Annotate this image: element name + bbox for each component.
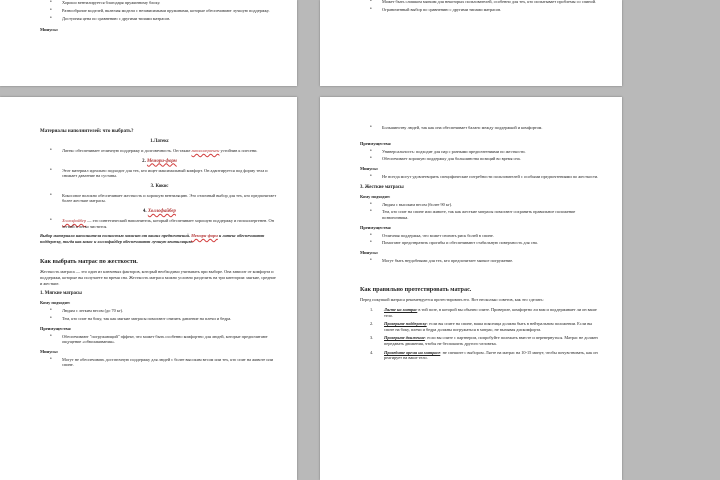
page-content xyxy=(40,129,279,370)
numbered-item: 2. Проверьте поддержку: если вы спите на спине, ваша поясница должна быть в нейтральном положении. Если вы спите на боку, плечи и бедра должны погружаться в матрас, не вызывая дискомфорта. xyxy=(370,321,593,332)
list-item: • Могут не обеспечивать достаточную поддержку для людей с более высоким весом или тех, кто спит на животе или спине. xyxy=(40,357,279,368)
list-item: • Латекс обеспечивает отличную поддержку и долговечность. Он также гипоаллергенен устойчив к плесени. xyxy=(40,148,279,154)
pros-label: Преимущества: xyxy=(360,224,392,230)
subsection-title: 1. Мягкие матрасы xyxy=(40,291,82,297)
numbered-item: 3. Проверьте движение: если вы спите с партнером, попробуйте полежать вместе и перевернуться. Матрас не должен передавать движения, чтобы не беспокоить другого человека. xyxy=(370,335,598,347)
list-item: • Помогают предотвратить прогибы и обеспечивают стабильную поверхность для сна. xyxy=(360,240,600,246)
document-page-2 xyxy=(320,0,622,86)
section-heading: Как выбрать матрас по жесткости. xyxy=(40,258,138,266)
subsection-title: 2. Мемори-форм xyxy=(142,158,177,164)
numbered-item: 4. Проведите время на матрасе: не спешите с выбором. Лягте на матрас на 10-15 минут, чтобы почувствовать, как он реагирует на ваше тело. xyxy=(370,349,598,361)
list-item: • Людям с высоким весом (более 90 кг). xyxy=(360,202,600,208)
subsection-title: 3. Жесткие матрасы xyxy=(360,184,404,190)
list-item: • Могут быть неудобными для тех, кто предпочитает мягкое погружение. xyxy=(360,258,600,264)
summary-note: Выбор материала наполнителя полностью зависит от ваших предпочтений. Мемори-форм и латекс обеспечивают поддержку, тогда как кокос и холлофайбер обеспечивают лучшую вентиляцию. xyxy=(40,233,265,244)
who-label: Кому подходят: xyxy=(360,193,391,199)
pros-label: Преимущества: xyxy=(360,140,392,146)
cons-label: Минусы: xyxy=(40,348,59,354)
list-item: • Людям с легким весом (до 70 кг). xyxy=(40,308,279,314)
list-item: • Хорошо вентилируется благодаря пружинному блоку. xyxy=(40,0,279,6)
section-heading: Как правильно протестировать матрас. xyxy=(360,285,472,293)
page-content xyxy=(360,0,600,15)
list-item: • Тем, кто спит на боку, так как мягкие матрасы помогают снизить давление на плечи и бедра. xyxy=(40,316,279,322)
list-item: • Разнообразие моделей, включая модели с независимыми пружинами, которые обеспечивают лучшую поддержку. xyxy=(40,8,279,14)
subsection-title: 4. Холлофайбер xyxy=(143,208,176,214)
list-item: • Доступная цена по сравнению с другими типами матрасов. xyxy=(40,16,279,22)
list-item: • Холлофайбер — это синтетический наполнитель, который обеспечивает хорошую поддержку и гипоаллергенен. Он легкий и легко чистится. xyxy=(40,218,279,229)
list-item: • Кокосовое волокно обеспечивает жесткость и хорошую вентиляцию. Это отличный выбор для тех, кто предпочитает более жесткие матрасы. xyxy=(40,193,279,204)
pros-label: Преимущества: xyxy=(40,325,72,331)
cons-label: Минусы: xyxy=(360,249,379,255)
list-item: • Универсальность: подходит для пар с разными предпочтениями по жесткости. xyxy=(360,149,600,155)
list-item: • Может быть слишком мягким для некоторых пользователей, особенно для тех, кто испытывает проблемы со спиной. xyxy=(360,0,600,5)
who-label: Кому подходят: xyxy=(40,300,71,306)
numbered-item: 1. Лягте на матрас в той позе, в которой вы обычно спите. Проверьте, комфортно ли вам и поддерживает ли он ваше тело. xyxy=(370,307,597,318)
section-heading: Материалы наполнителей: что выбрать? xyxy=(40,129,134,134)
document-page-4 xyxy=(320,97,622,480)
subsection-title: 3. Кокос xyxy=(150,183,169,189)
page-content xyxy=(360,125,600,364)
document-page-3 xyxy=(0,97,297,480)
cons-label: Минусы: xyxy=(40,27,59,33)
cons-label: Минусы: xyxy=(360,165,379,171)
list-item: • Обеспечивают "погружающий" эффект, что может быть особенно комфортно для людей, которые предпочитают ощущение «обволакивания». xyxy=(40,334,279,345)
list-item: • Отличная поддержка, что может снизить риск болей в спине. xyxy=(360,233,600,239)
list-item: • Ограниченный выбор по сравнению с другими типами матрасов. xyxy=(360,7,600,13)
subsection-title: 1.Латекс xyxy=(150,139,169,144)
paragraph: Перед покупкой матраса рекомендуется протестировать его. Вот несколько советов, как это сделать: xyxy=(360,296,544,302)
list-item: • Не всегда могут удовлетворить специфические потребности пользователей с особыми предпочтениями по жесткости. xyxy=(360,174,600,180)
list-item: • Этот материал идеально подходит для тех, кто ищет максимальный комфорт. Он адаптируется под форму тела и снижает давление на суставы. xyxy=(40,168,279,179)
document-page-1 xyxy=(0,0,297,86)
page-content xyxy=(40,0,279,35)
list-item: • Тем, кто спит на спине или животе, так как жесткие матрасы помогают сохранить правильное положение позвоночника. xyxy=(360,209,600,220)
list-item: • Обеспечивает хорошую поддержку для большинства позиций во время сна. xyxy=(360,156,600,162)
paragraph: Жесткость матраса — это один из ключевых факторов, который необходимо учитывать при выборе. Она зависит от комфорта и поддержки, которые вы получаете во время сна. Жесткость матраса можно условно разделить на три категории: мягкие, средние и жесткие. xyxy=(40,269,276,286)
list-item: • Большинству людей, так как она обеспечивает баланс между поддержкой и комфортом. xyxy=(360,125,600,131)
